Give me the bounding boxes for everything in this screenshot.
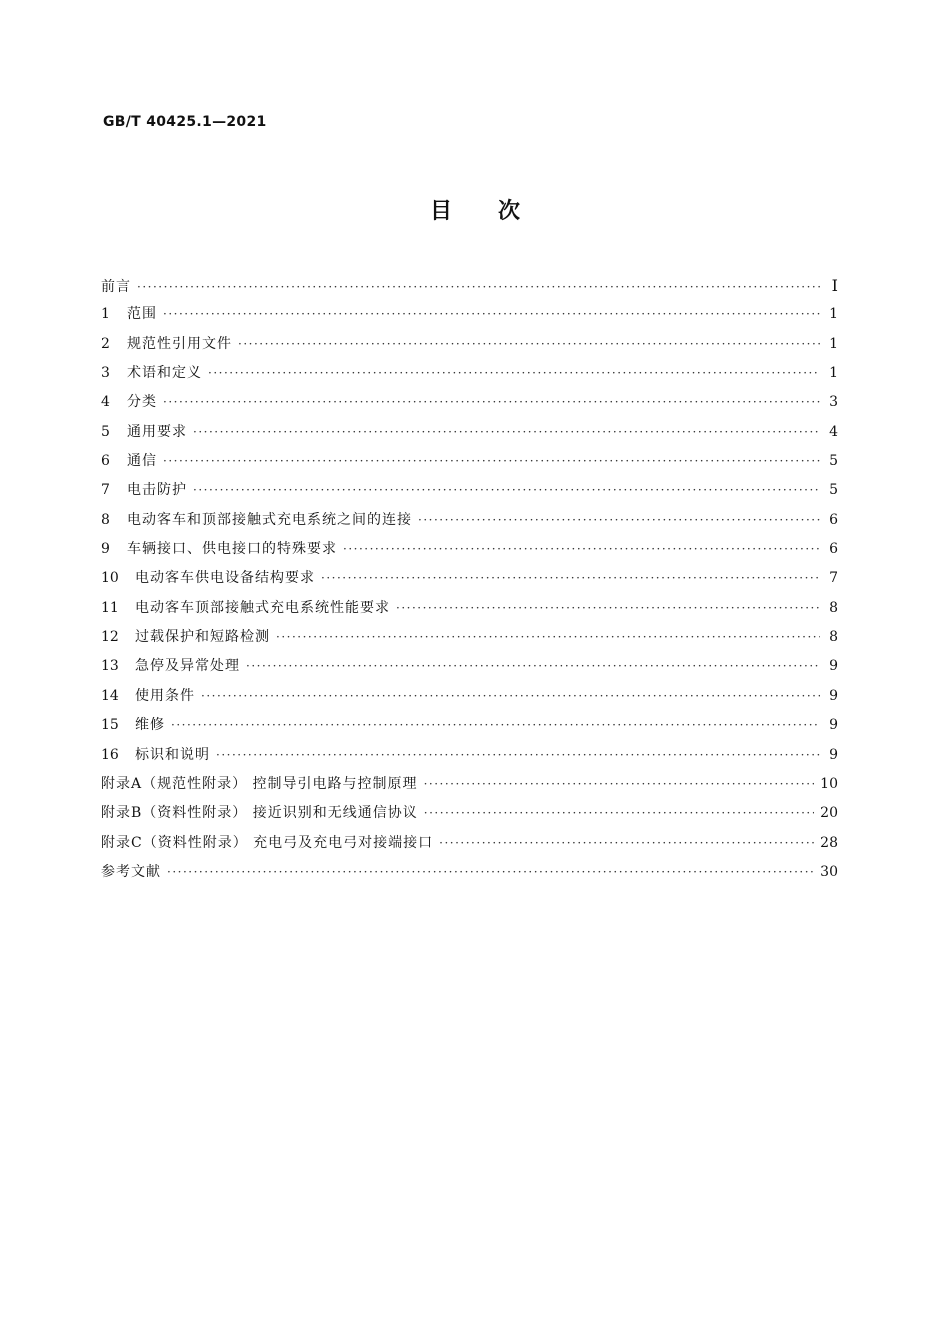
toc-entry-page: 10 [820, 775, 838, 792]
toc-entry[interactable] [101, 741, 838, 770]
document-code: GB/T 40425.1—2021 [103, 114, 267, 130]
toc-entry-page: 1 [829, 335, 838, 352]
toc-entry-title: 使用条件 [135, 687, 195, 704]
toc-entry[interactable] [101, 506, 838, 535]
table-of-contents [101, 271, 838, 887]
toc-entry[interactable] [101, 388, 838, 417]
toc-entry-page: 1 [829, 365, 838, 382]
toc-entry-title: 通用要求 [127, 423, 187, 440]
toc-entry-page: 9 [829, 687, 838, 704]
toc-dot-leader [418, 506, 820, 535]
page-title: 目次 [429, 199, 566, 224]
toc-entry[interactable] [101, 271, 838, 300]
toc-entry-page: 6 [829, 511, 838, 528]
toc-entry-title: 范围 [127, 306, 157, 323]
toc-entry-page: 1 [829, 306, 838, 323]
toc-entry-number: 6 [101, 453, 110, 470]
toc-dot-leader [246, 652, 820, 681]
toc-entry[interactable] [101, 535, 838, 564]
toc-entry-number: 1 [101, 306, 110, 323]
toc-entry-title: 急停及异常处理 [135, 658, 240, 675]
toc-entry-page: 8 [829, 629, 838, 646]
toc-dot-leader [424, 799, 814, 828]
toc-dot-leader [321, 564, 820, 593]
toc-entry[interactable] [101, 682, 838, 711]
toc-entry-title: 电动客车和顶部接触式充电系统之间的连接 [127, 511, 412, 528]
toc-dot-leader [216, 741, 820, 770]
toc-entry[interactable] [101, 711, 838, 740]
toc-dot-leader [167, 858, 814, 887]
toc-entry[interactable] [101, 447, 838, 476]
toc-entry-number: 5 [101, 423, 110, 440]
toc-entry-number: 2 [101, 335, 110, 352]
toc-entry[interactable] [101, 359, 838, 388]
toc-entry-number: 16 [101, 746, 119, 763]
toc-entry-title: 附录B（资料性附录） 接近识别和无线通信协议 [101, 805, 418, 822]
toc-dot-leader [163, 300, 820, 329]
toc-dot-leader [439, 829, 814, 858]
toc-entry-number: 4 [101, 394, 110, 411]
toc-entry-title: 通信 [127, 453, 157, 470]
toc-entry[interactable] [101, 418, 838, 447]
toc-entry-page: 4 [829, 423, 838, 440]
toc-dot-leader [396, 594, 820, 623]
toc-entry-page: 6 [829, 541, 838, 558]
toc-dot-leader [276, 623, 820, 652]
toc-entry-number: 10 [101, 570, 119, 587]
toc-entry-title: 过载保护和短路检测 [135, 629, 270, 646]
toc-entry-title: 附录C（资料性附录） 充电弓及充电弓对接端接口 [101, 834, 434, 851]
toc-entry-page: 5 [829, 482, 838, 499]
toc-entry-page: 9 [829, 658, 838, 675]
toc-entry-title: 参考文献 [101, 863, 161, 880]
toc-entry-number: 13 [101, 658, 119, 675]
toc-dot-leader [163, 447, 820, 476]
toc-entry-page: 28 [820, 834, 838, 851]
toc-entry-title: 附录A（规范性附录） 控制导引电路与控制原理 [101, 775, 418, 792]
toc-dot-leader [343, 535, 820, 564]
toc-entry-page: 5 [829, 453, 838, 470]
toc-entry[interactable] [101, 330, 838, 359]
toc-entry-page: 20 [820, 805, 838, 822]
toc-entry-page: 7 [829, 570, 838, 587]
toc-entry[interactable] [101, 594, 838, 623]
toc-dot-leader [424, 770, 815, 799]
toc-entry-page: 9 [829, 746, 838, 763]
toc-dot-leader [193, 476, 820, 505]
toc-entry-number: 3 [101, 365, 110, 382]
toc-entry-page: 3 [829, 394, 838, 411]
toc-entry-number: 15 [101, 717, 119, 734]
toc-entry-number: 11 [101, 599, 119, 616]
toc-entry-title: 分类 [127, 394, 157, 411]
toc-dot-leader [201, 682, 820, 711]
toc-entry[interactable] [101, 564, 838, 593]
toc-dot-leader [163, 388, 820, 417]
toc-dot-leader [208, 359, 820, 388]
toc-entry[interactable] [101, 623, 838, 652]
toc-dot-leader [193, 418, 820, 447]
toc-entry-title: 车辆接口、供电接口的特殊要求 [127, 541, 337, 558]
toc-entry-title: 术语和定义 [127, 365, 202, 382]
toc-entry-page: 30 [820, 863, 838, 880]
toc-entry-number: 7 [101, 482, 110, 499]
toc-entry[interactable] [101, 652, 838, 681]
toc-entry-title: 电动客车供电设备结构要求 [135, 570, 315, 587]
toc-entry[interactable] [101, 858, 838, 887]
toc-dot-leader [171, 711, 820, 740]
toc-entry[interactable] [101, 829, 838, 858]
toc-entry-title: 规范性引用文件 [127, 335, 232, 352]
toc-entry-number: 14 [101, 687, 119, 704]
toc-entry-title: 电动客车顶部接触式充电系统性能要求 [135, 599, 390, 616]
toc-entry-number: 8 [101, 511, 110, 528]
toc-entry-number: 12 [101, 629, 119, 646]
toc-entry[interactable] [101, 770, 838, 799]
toc-dot-leader [137, 273, 820, 302]
toc-entry-page: I [831, 276, 838, 295]
toc-entry-title: 电击防护 [127, 482, 187, 499]
toc-dot-leader [238, 330, 820, 359]
toc-entry-page: 8 [829, 599, 838, 616]
toc-entry[interactable] [101, 476, 838, 505]
toc-entry-page: 9 [829, 717, 838, 734]
toc-entry-title: 维修 [135, 717, 165, 734]
toc-entry[interactable] [101, 300, 838, 329]
toc-entry-title: 前言 [101, 279, 131, 295]
toc-entry-number: 9 [101, 541, 110, 558]
toc-entry[interactable] [101, 799, 838, 828]
toc-entry-title: 标识和说明 [135, 746, 210, 763]
